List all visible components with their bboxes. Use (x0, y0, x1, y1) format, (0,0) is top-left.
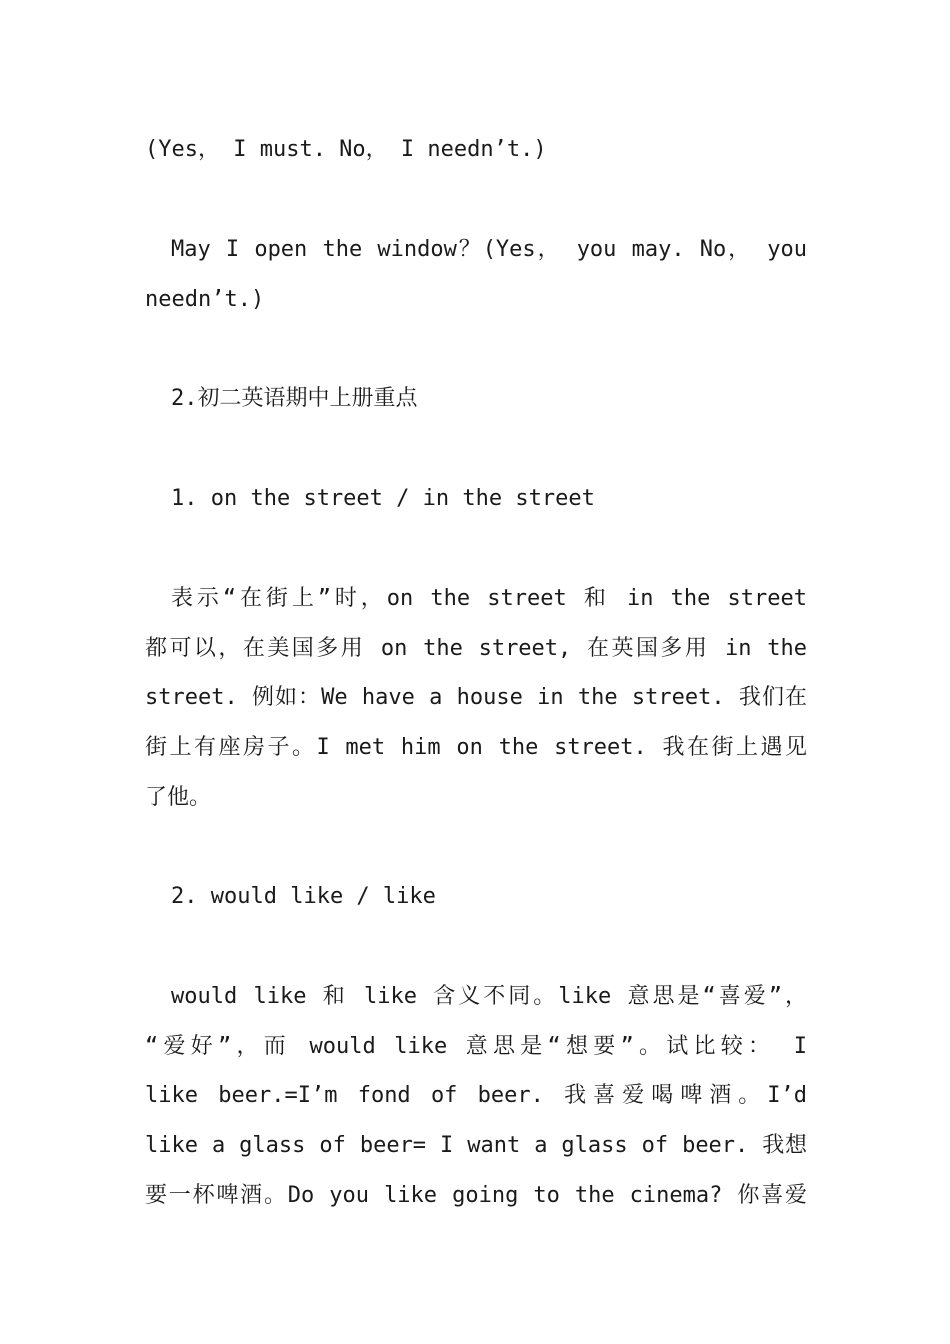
text-line-answer: (Yes， I must. No， I needn’t.) (145, 137, 547, 162)
paragraph-like-line-5: 要一杯啤酒。Do you like going to the cinema? 你喜爱 (145, 1183, 807, 1208)
paragraph-like-line-1: would like 和 like 含义不同。like 意思是“喜爱”， (171, 984, 807, 1009)
paragraph-street-line-1: 表示“在街上”时，on the street 和 in the street (171, 586, 807, 611)
paragraph-like-line-4: like a glass of beer= I want a glass of beer. 我想 (145, 1133, 807, 1158)
subheading-street: 1. on the street / in the street (171, 486, 595, 511)
paragraph-street-line-2: 都可以，在美国多用 on the street, 在英国多用 in the (145, 636, 807, 661)
paragraph-like-line-3: like beer.=I’m fond of beer. 我喜爱喝啤酒。I’d (145, 1083, 807, 1108)
section-heading: 2.初二英语期中上册重点 (171, 386, 418, 411)
subheading-would-like: 2. would like / like (171, 884, 436, 909)
paragraph-street-line-4: 街上有座房子。I met him on the street. 我在街上遇见 (145, 735, 807, 760)
text-line-question: May I open the window？(Yes， you may. No， you (171, 237, 807, 262)
paragraph-street-line-3: street. 例如：We have a house in the street. 我们在 (145, 685, 807, 710)
paragraph-like-line-2: “爱好”，而 would like 意思是“想要”。试比较： I (145, 1034, 807, 1059)
paragraph-street-line-5: 了他。 (145, 785, 212, 810)
text-line-question-cont: needn’t.) (145, 287, 265, 312)
